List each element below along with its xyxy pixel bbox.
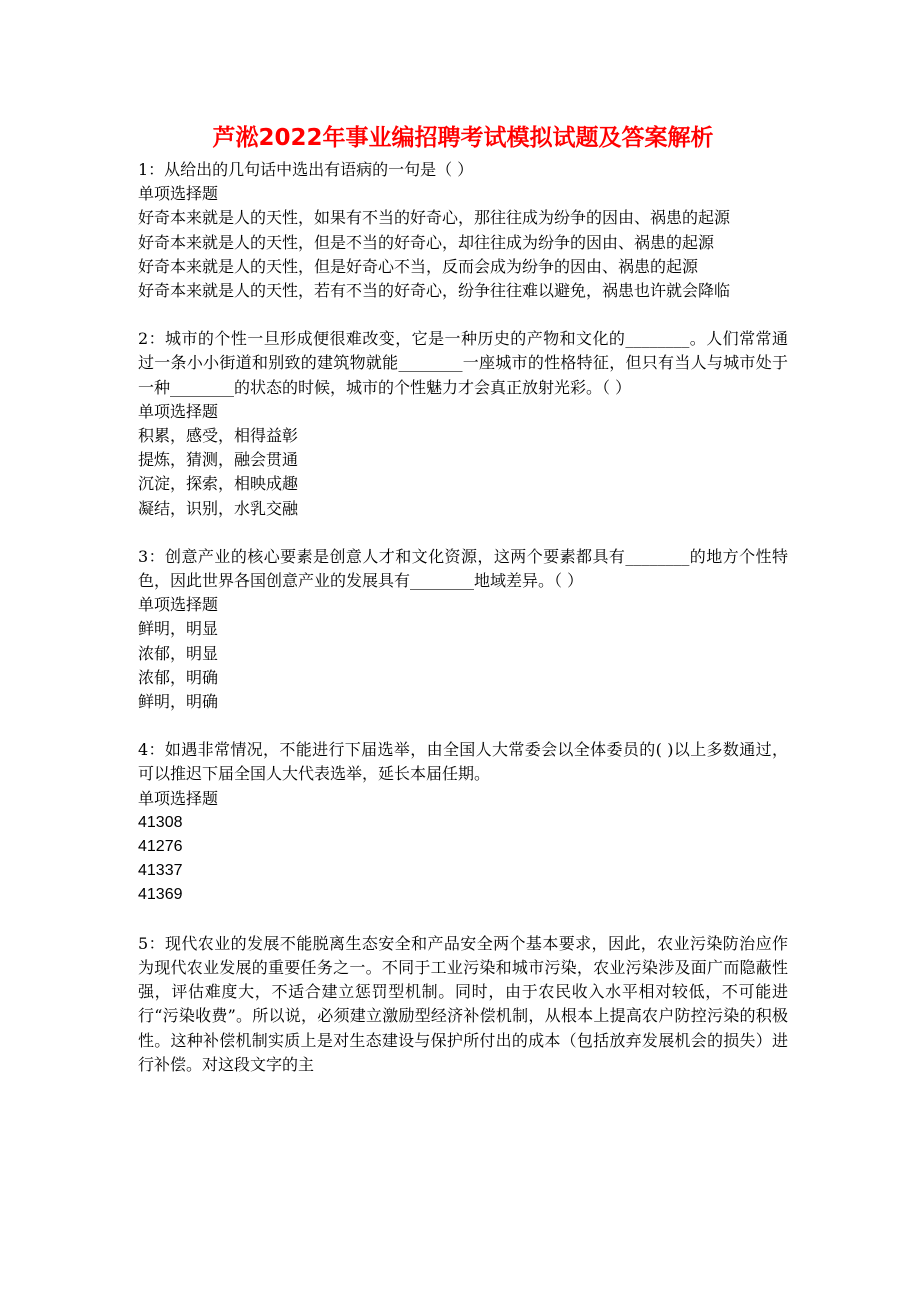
option-c: 沉淀，探索，相映成趣 (138, 474, 299, 494)
question-stem: 5：现代农业的发展不能脱离生态安全和产品安全两个基本要求，因此，农业污染防治应作为现代农业发展的重要任务之一。不同于工业污染和城市污染，农业污染涉及面广而隐蔽性强，评估难度大，不适合建立惩罚型机制。同时，由于农民收入水平相对较低，不可能进行“污染收费”。所以说，必须建立激励型经济补偿机制，从根本上提高农户防控污染的积极性。这种补偿机制实质上是对生态建设与保护所付出的成本（包括放弃发展机会的损失）进行补偿。对这段文字的主 (138, 933, 788, 1074)
option-a: 积累，感受，相得益彰 (138, 426, 299, 446)
option-b: 浓郁，明显 (138, 643, 219, 663)
option-a: 好奇本来就是人的天性，如果有不当的好奇心，那往往成为纷争的因由、祸患的起源 (138, 208, 731, 228)
option-c: 浓郁，明确 (138, 667, 219, 687)
option-d: 鲜明，明确 (138, 692, 219, 712)
option-c: 好奇本来就是人的天性，但是好奇心不当，反而会成为纷争的因由、祸患的起源 (138, 256, 699, 276)
option-d: 凝结，识别，水乳交融 (138, 498, 299, 518)
option-b: 41276 (138, 838, 183, 856)
question-type: 单项选择题 (138, 788, 219, 808)
question-2 (138, 327, 788, 521)
option-a: 鲜明，明显 (138, 619, 219, 639)
question-stem: 4：如遇非常情况，不能进行下届选举，由全国人大常委会以全体委员的( )以上多数通过，可以推迟下届全国人大代表选举，延长本届任期。 (138, 740, 788, 784)
question-1 (138, 158, 788, 303)
question-3 (138, 545, 788, 714)
option-d: 好奇本来就是人的天性，若有不当的好奇心，纷争往往难以避免，祸患也许就会降临 (138, 281, 731, 301)
question-stem: 3：创意产业的核心要素是创意人才和文化资源，这两个要素都具有________的地方个性特色，因此世界各国创意产业的发展具有________地域差异。（ ） (138, 546, 788, 591)
option-b: 提炼，猜测，融会贯通 (138, 450, 299, 470)
question-stem: 2：城市的个性一旦形成便很难改变，它是一种历史的产物和文化的________。人们常常通过一条小小街道和别致的建筑物就能________一座城市的性格特征，但只有当人与城市处于一种________的状态的时候，城市的个性魅力才会真正放射光彩。（ ） (138, 329, 788, 397)
option-d: 41369 (138, 886, 183, 904)
document-page (138, 118, 788, 1101)
document-title: 芦淞2022年事业编招聘考试模拟试题及答案解析 (212, 125, 714, 151)
question-type: 单项选择题 (138, 184, 219, 204)
question-4 (138, 738, 788, 907)
question-type: 单项选择题 (138, 595, 219, 615)
option-b: 好奇本来就是人的天性，但是不当的好奇心，却往往成为纷争的因由、祸患的起源 (138, 232, 715, 252)
question-type: 单项选择题 (138, 401, 219, 421)
option-c: 41337 (138, 862, 183, 880)
question-5 (138, 932, 788, 1077)
option-a: 41308 (138, 813, 183, 831)
question-stem: 1：从给出的几句话中选出有语病的一句是（ ） (138, 160, 474, 179)
